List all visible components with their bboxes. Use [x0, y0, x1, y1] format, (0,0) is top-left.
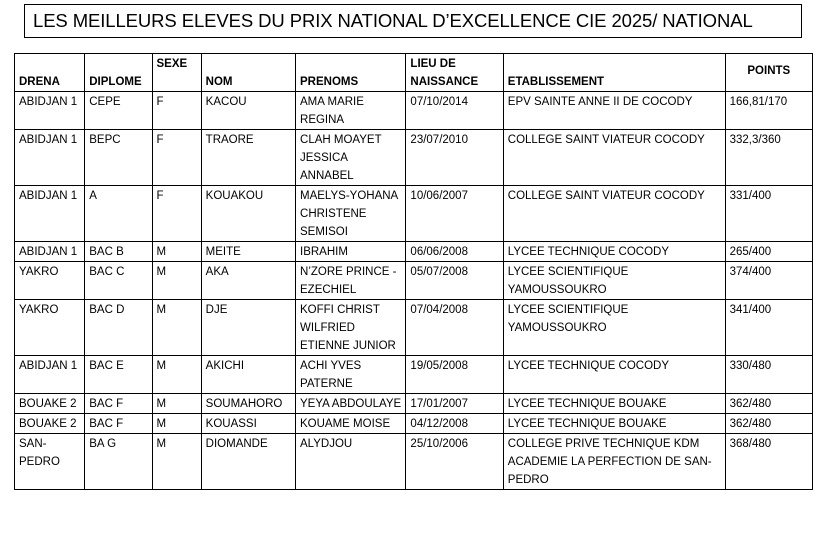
cell-points: 331/400	[725, 186, 812, 242]
cell-points: 341/400	[725, 300, 812, 356]
cell-diplome: BAC F	[85, 394, 152, 414]
cell-sexe: F	[152, 92, 201, 130]
cell-sexe: F	[152, 186, 201, 242]
cell-diplome: BAC F	[85, 414, 152, 434]
table-header-row	[15, 54, 813, 92]
cell-prenoms: N’ZORE PRINCE - EZECHIEL	[296, 262, 406, 300]
table-row	[15, 262, 813, 300]
cell-points: 368/480	[725, 434, 812, 490]
cell-nom: KOUAKOU	[201, 186, 295, 242]
cell-naissance: 07/10/2014	[406, 92, 503, 130]
cell-diplome: CEPE	[85, 92, 152, 130]
cell-drena: YAKRO	[15, 262, 85, 300]
cell-etablissement: LYCEE TECHNIQUE COCODY	[503, 356, 725, 394]
cell-naissance: 10/06/2007	[406, 186, 503, 242]
cell-etablissement: LYCEE TECHNIQUE COCODY	[503, 242, 725, 262]
cell-nom: DJE	[201, 300, 295, 356]
cell-naissance: 04/12/2008	[406, 414, 503, 434]
cell-naissance: 25/10/2006	[406, 434, 503, 490]
cell-points: 332,3/360	[725, 130, 812, 186]
cell-sexe: M	[152, 262, 201, 300]
cell-nom: KACOU	[201, 92, 295, 130]
cell-nom: AKA	[201, 262, 295, 300]
table-row	[15, 242, 813, 262]
col-header-prenoms: PRENOMS	[296, 54, 406, 92]
table-row	[15, 300, 813, 356]
cell-drena: ABIDJAN 1	[15, 242, 85, 262]
cell-naissance: 05/07/2008	[406, 262, 503, 300]
laureates-table	[14, 53, 813, 490]
cell-nom: MEITE	[201, 242, 295, 262]
col-header-diplome: DIPLOME	[85, 54, 152, 92]
cell-etablissement: COLLEGE SAINT VIATEUR COCODY	[503, 130, 725, 186]
cell-points: 265/400	[725, 242, 812, 262]
table-row	[15, 356, 813, 394]
cell-prenoms: KOUAME MOISE	[296, 414, 406, 434]
cell-naissance: 17/01/2007	[406, 394, 503, 414]
cell-naissance: 19/05/2008	[406, 356, 503, 394]
cell-drena: ABIDJAN 1	[15, 356, 85, 394]
cell-points: 362/480	[725, 414, 812, 434]
cell-points: 374/400	[725, 262, 812, 300]
cell-sexe: M	[152, 414, 201, 434]
cell-sexe: M	[152, 242, 201, 262]
cell-prenoms: YEYA ABDOULAYE	[296, 394, 406, 414]
table-row	[15, 394, 813, 414]
cell-prenoms: ALYDJOU	[296, 434, 406, 490]
cell-etablissement: LYCEE SCIENTIFIQUE YAMOUSSOUKRO	[503, 262, 725, 300]
cell-drena: BOUAKE 2	[15, 394, 85, 414]
cell-sexe: M	[152, 356, 201, 394]
cell-points: 362/480	[725, 394, 812, 414]
cell-points: 330/480	[725, 356, 812, 394]
cell-drena: ABIDJAN 1	[15, 130, 85, 186]
cell-drena: ABIDJAN 1	[15, 92, 85, 130]
cell-nom: KOUASSI	[201, 414, 295, 434]
page-title: LES MEILLEURS ELEVES DU PRIX NATIONAL D’EXCELLENCE CIE 2025/ NATIONAL	[24, 4, 802, 38]
cell-nom: DIOMANDE	[201, 434, 295, 490]
col-header-drena: DRENA	[15, 54, 85, 92]
cell-prenoms: AMA MARIE REGINA	[296, 92, 406, 130]
col-header-etablissement: ETABLISSEMENT	[503, 54, 725, 92]
table-body	[15, 92, 813, 490]
cell-drena: SAN-PEDRO	[15, 434, 85, 490]
table-row	[15, 130, 813, 186]
table-row	[15, 92, 813, 130]
cell-nom: SOUMAHORO	[201, 394, 295, 414]
cell-sexe: F	[152, 130, 201, 186]
cell-etablissement: LYCEE SCIENTIFIQUE YAMOUSSOUKRO	[503, 300, 725, 356]
cell-prenoms: IBRAHIM	[296, 242, 406, 262]
cell-prenoms: MAELYS-YOHANA CHRISTENE SEMISOI	[296, 186, 406, 242]
cell-naissance: 07/04/2008	[406, 300, 503, 356]
cell-diplome: BA G	[85, 434, 152, 490]
cell-etablissement: COLLEGE SAINT VIATEUR COCODY	[503, 186, 725, 242]
table-row	[15, 186, 813, 242]
cell-prenoms: ACHI YVES PATERNE	[296, 356, 406, 394]
cell-diplome: BEPC	[85, 130, 152, 186]
table-row	[15, 434, 813, 490]
col-header-points: POINTS	[725, 54, 812, 92]
cell-drena: YAKRO	[15, 300, 85, 356]
cell-prenoms: KOFFI CHRIST WILFRIED ETIENNE JUNIOR	[296, 300, 406, 356]
cell-naissance: 06/06/2008	[406, 242, 503, 262]
cell-etablissement: COLLEGE PRIVE TECHNIQUE KDM ACADEMIE LA PERFECTION DE SAN-PEDRO	[503, 434, 725, 490]
cell-etablissement: LYCEE TECHNIQUE BOUAKE	[503, 414, 725, 434]
cell-drena: ABIDJAN 1	[15, 186, 85, 242]
cell-naissance: 23/07/2010	[406, 130, 503, 186]
cell-etablissement: LYCEE TECHNIQUE BOUAKE	[503, 394, 725, 414]
cell-diplome: BAC E	[85, 356, 152, 394]
cell-points: 166,81/170	[725, 92, 812, 130]
col-header-sexe: SEXE	[152, 54, 201, 92]
cell-prenoms: CLAH MOAYET JESSICA ANNABEL	[296, 130, 406, 186]
cell-diplome: BAC C	[85, 262, 152, 300]
cell-sexe: M	[152, 300, 201, 356]
cell-drena: BOUAKE 2	[15, 414, 85, 434]
cell-sexe: M	[152, 434, 201, 490]
col-header-nom: NOM	[201, 54, 295, 92]
cell-nom: TRAORE	[201, 130, 295, 186]
cell-nom: AKICHI	[201, 356, 295, 394]
cell-diplome: BAC D	[85, 300, 152, 356]
cell-diplome: BAC B	[85, 242, 152, 262]
col-header-lieu-de-naissance: LIEU DE NAISSANCE	[406, 54, 503, 92]
table-row	[15, 414, 813, 434]
cell-diplome: A	[85, 186, 152, 242]
cell-etablissement: EPV SAINTE ANNE II DE COCODY	[503, 92, 725, 130]
cell-sexe: M	[152, 394, 201, 414]
